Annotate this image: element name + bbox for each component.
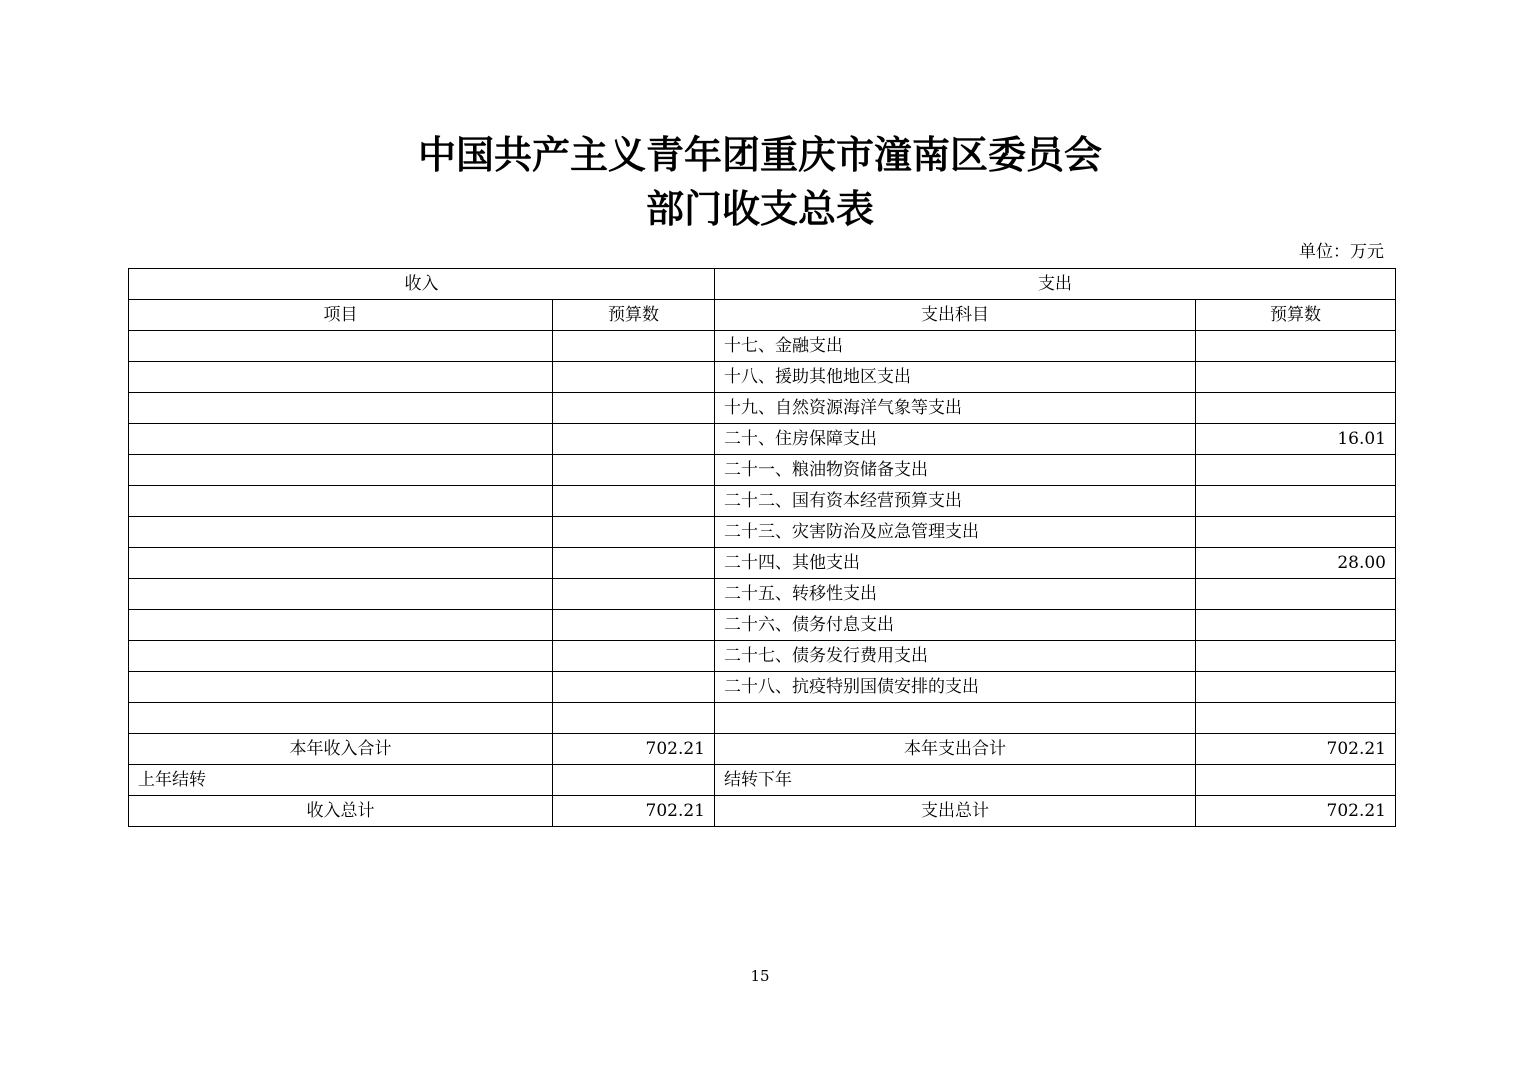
expenditure-item-cell: 二十三、灾害防治及应急管理支出: [715, 517, 1196, 548]
expenditure-item-cell: 十九、自然资源海洋气象等支出: [715, 393, 1196, 424]
expenditure-item-header: 支出科目: [715, 300, 1196, 331]
income-budget-cell: [553, 424, 715, 455]
page-subtitle: 部门收支总表: [645, 186, 874, 231]
year-total-row: [129, 734, 1396, 765]
expenditure-item-cell: 二十五、转移性支出: [715, 579, 1196, 610]
next-year-carryover-label: 结转下年: [715, 765, 1196, 796]
expenditure-item-cell: 二十八、抗疫特别国债安排的支出: [715, 672, 1196, 703]
income-budget-cell: [553, 362, 715, 393]
income-group-header: 收入: [129, 269, 715, 300]
table-row: [129, 424, 1396, 455]
income-item-cell: [129, 517, 553, 548]
income-item-cell: [129, 331, 553, 362]
expenditure-budget-cell: [1196, 331, 1396, 362]
table-row: [129, 610, 1396, 641]
income-item-cell: [129, 641, 553, 672]
year-expenditure-total-value: 702.21: [1196, 734, 1396, 765]
expenditure-budget-cell: [1196, 486, 1396, 517]
carryover-row: [129, 765, 1396, 796]
income-item-cell: [129, 486, 553, 517]
income-item-header: 项目: [129, 300, 553, 331]
expenditure-budget-header: 预算数: [1196, 300, 1396, 331]
expenditure-budget-cell: 28.00: [1196, 548, 1396, 579]
table-row: [129, 672, 1396, 703]
income-item-cell: [129, 703, 553, 734]
income-budget-cell: [553, 393, 715, 424]
income-budget-cell: [553, 486, 715, 517]
expenditure-item-cell: 二十、住房保障支出: [715, 424, 1196, 455]
income-budget-cell: [553, 548, 715, 579]
year-expenditure-total-label: 本年支出合计: [715, 734, 1196, 765]
income-item-cell: [129, 455, 553, 486]
prior-year-carryover-label: 上年结转: [129, 765, 553, 796]
income-budget-cell: [553, 455, 715, 486]
expenditure-budget-cell: [1196, 672, 1396, 703]
expenditure-item-cell: 二十四、其他支出: [715, 548, 1196, 579]
income-item-cell: [129, 424, 553, 455]
table-row: [129, 579, 1396, 610]
income-budget-cell: [553, 703, 715, 734]
table-row: [129, 517, 1396, 548]
next-year-carryover-value: [1196, 765, 1396, 796]
income-budget-cell: [553, 641, 715, 672]
table-row: [129, 393, 1396, 424]
income-grand-total-label: 收入总计: [129, 796, 553, 827]
expenditure-budget-cell: [1196, 455, 1396, 486]
expenditure-budget-cell: [1196, 517, 1396, 548]
income-item-cell: [129, 362, 553, 393]
expenditure-item-cell: 二十一、粮油物资储备支出: [715, 455, 1196, 486]
income-grand-total-value: 702.21: [553, 796, 715, 827]
prior-year-carryover-value: [553, 765, 715, 796]
expenditure-grand-total-label: 支出总计: [715, 796, 1196, 827]
expenditure-budget-cell: [1196, 703, 1396, 734]
income-budget-cell: [553, 610, 715, 641]
expenditure-budget-cell: [1196, 362, 1396, 393]
income-item-cell: [129, 610, 553, 641]
expenditure-budget-cell: [1196, 641, 1396, 672]
table-row: [129, 455, 1396, 486]
income-item-cell: [129, 579, 553, 610]
income-item-cell: [129, 672, 553, 703]
column-header-row: [129, 300, 1396, 331]
income-item-cell: [129, 548, 553, 579]
expenditure-item-cell: 二十六、债务付息支出: [715, 610, 1196, 641]
expenditure-budget-cell: [1196, 393, 1396, 424]
page-number: 15: [750, 967, 770, 985]
expenditure-item-cell: 二十七、债务发行费用支出: [715, 641, 1196, 672]
income-budget-cell: [553, 331, 715, 362]
expenditure-item-cell: [715, 703, 1196, 734]
table-row: [129, 362, 1396, 393]
table-row: [129, 548, 1396, 579]
expenditure-budget-cell: [1196, 579, 1396, 610]
income-budget-cell: [553, 579, 715, 610]
table-row: [129, 486, 1396, 517]
page-title: 中国共产主义青年团重庆市潼南区委员会: [417, 132, 1102, 177]
income-budget-cell: [553, 672, 715, 703]
expenditure-grand-total-value: 702.21: [1196, 796, 1396, 827]
group-header-row: [129, 269, 1396, 300]
table-row: [129, 703, 1396, 734]
expenditure-item-cell: 二十二、国有资本经营预算支出: [715, 486, 1196, 517]
table-row: [129, 331, 1396, 362]
income-budget-cell: [553, 517, 715, 548]
expenditure-budget-cell: [1196, 610, 1396, 641]
year-income-total-value: 702.21: [553, 734, 715, 765]
grand-total-row: [129, 796, 1396, 827]
expenditure-group-header: 支出: [715, 269, 1396, 300]
income-budget-header: 预算数: [553, 300, 715, 331]
budget-summary-table: [128, 268, 1396, 827]
table-row: [129, 641, 1396, 672]
expenditure-budget-cell: 16.01: [1196, 424, 1396, 455]
income-item-cell: [129, 393, 553, 424]
expenditure-item-cell: 十八、援助其他地区支出: [715, 362, 1196, 393]
unit-label: 单位：万元: [1299, 242, 1384, 262]
year-income-total-label: 本年收入合计: [129, 734, 553, 765]
expenditure-item-cell: 十七、金融支出: [715, 331, 1196, 362]
